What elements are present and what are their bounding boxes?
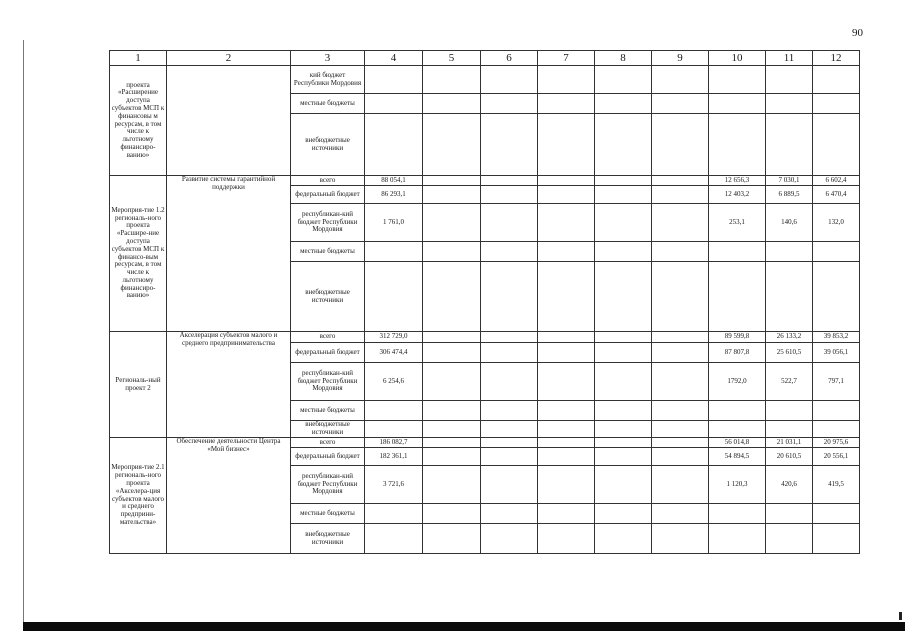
total-value-cell [365, 401, 423, 421]
funding-source-cell: внебюджетные источники [291, 524, 365, 554]
empty-cell [652, 466, 709, 504]
empty-cell [652, 176, 709, 186]
empty-cell [538, 363, 595, 401]
col-header-4: 4 [365, 51, 423, 66]
total-value-cell: 3 721,6 [365, 466, 423, 504]
year-value-cell: 7 030,1 [766, 176, 813, 186]
empty-cell [595, 504, 652, 524]
col-header-6: 6 [481, 51, 538, 66]
year-value-cell [813, 504, 860, 524]
empty-cell [538, 204, 595, 242]
item-name-cell: Мероприя-тие 1.2 региональ-ного проекта «Расшире-ние доступа субъектов МСП к финансо-вым ресурсам, в том числе к льготному финансиро-ванию» [110, 176, 167, 332]
year-value-cell: 6 889,5 [766, 186, 813, 204]
empty-cell [423, 332, 481, 343]
year-value-cell: 132,0 [813, 204, 860, 242]
empty-cell [595, 94, 652, 114]
empty-cell [652, 332, 709, 343]
empty-cell [652, 363, 709, 401]
empty-cell [481, 401, 538, 421]
year-value-cell [813, 401, 860, 421]
total-value-cell: 88 054,1 [365, 176, 423, 186]
empty-cell [595, 466, 652, 504]
year-value-cell [813, 114, 860, 176]
empty-cell [481, 242, 538, 262]
empty-cell [538, 504, 595, 524]
empty-cell [423, 401, 481, 421]
year-value-cell: 89 599,8 [709, 332, 766, 343]
empty-cell [538, 421, 595, 438]
total-value-cell: 312 729,0 [365, 332, 423, 343]
empty-cell [595, 438, 652, 448]
total-value-cell: 186 082,7 [365, 438, 423, 448]
year-value-cell [709, 262, 766, 332]
col-header-9: 9 [652, 51, 709, 66]
year-value-cell: 26 133,2 [766, 332, 813, 343]
year-value-cell [766, 401, 813, 421]
year-value-cell [709, 524, 766, 554]
year-value-cell: 54 894,5 [709, 448, 766, 466]
empty-cell [423, 343, 481, 363]
empty-cell [423, 262, 481, 332]
total-value-cell [365, 94, 423, 114]
table-row [110, 332, 860, 343]
empty-cell [423, 466, 481, 504]
empty-cell [652, 448, 709, 466]
empty-cell [652, 66, 709, 94]
table-row [110, 176, 860, 186]
total-value-cell [365, 524, 423, 554]
item-description-cell: Обеспечение деятельности Центра «Мой бизнес» [167, 438, 291, 554]
total-value-cell [365, 66, 423, 94]
empty-cell [423, 438, 481, 448]
empty-cell [481, 421, 538, 438]
funding-source-cell: федеральный бюджет [291, 448, 365, 466]
empty-cell [481, 94, 538, 114]
empty-cell [652, 438, 709, 448]
item-name-cell: Мероприя-тие 2.1 региональ-ного проекта «Акселера-ция субъектов малого и среднего предприни-мательства» [110, 438, 167, 554]
empty-cell [481, 363, 538, 401]
year-value-cell [709, 66, 766, 94]
empty-cell [538, 94, 595, 114]
funding-source-cell: местные бюджеты [291, 401, 365, 421]
year-value-cell: 12 403,2 [709, 186, 766, 204]
page-number: 90 [852, 27, 863, 39]
empty-cell [423, 66, 481, 94]
col-header-7: 7 [538, 51, 595, 66]
year-value-cell [813, 421, 860, 438]
funding-source-cell: всего [291, 176, 365, 186]
total-value-cell [365, 242, 423, 262]
funding-source-cell: республикан-кий бюджет Республики Мордовия [291, 466, 365, 504]
empty-cell [595, 176, 652, 186]
year-value-cell: 56 014,8 [709, 438, 766, 448]
empty-cell [481, 504, 538, 524]
col-header-11: 11 [766, 51, 813, 66]
empty-cell [652, 343, 709, 363]
empty-cell [595, 66, 652, 94]
year-value-cell [709, 421, 766, 438]
col-header-8: 8 [595, 51, 652, 66]
header-row [110, 51, 860, 66]
year-value-cell [709, 94, 766, 114]
empty-cell [652, 242, 709, 262]
empty-cell [481, 438, 538, 448]
funding-source-cell: местные бюджеты [291, 94, 365, 114]
empty-cell [423, 204, 481, 242]
item-description-cell [167, 66, 291, 176]
year-value-cell [813, 66, 860, 94]
empty-cell [595, 332, 652, 343]
empty-cell [423, 363, 481, 401]
empty-cell [481, 186, 538, 204]
total-value-cell: 182 361,1 [365, 448, 423, 466]
year-value-cell [766, 524, 813, 554]
empty-cell [481, 262, 538, 332]
year-value-cell: 1792,0 [709, 363, 766, 401]
empty-cell [538, 524, 595, 554]
year-value-cell [766, 114, 813, 176]
empty-cell [652, 262, 709, 332]
funding-source-cell: всего [291, 332, 365, 343]
total-value-cell [365, 504, 423, 524]
empty-cell [595, 363, 652, 401]
year-value-cell [709, 242, 766, 262]
empty-cell [538, 242, 595, 262]
empty-cell [423, 504, 481, 524]
total-value-cell: 1 761,0 [365, 204, 423, 242]
empty-cell [538, 343, 595, 363]
funding-source-cell: кий бюджет Республики Мордовия [291, 66, 365, 94]
empty-cell [595, 262, 652, 332]
year-value-cell [813, 524, 860, 554]
empty-cell [595, 421, 652, 438]
empty-cell [423, 186, 481, 204]
empty-cell [538, 114, 595, 176]
funding-source-cell: федеральный бюджет [291, 343, 365, 363]
empty-cell [652, 421, 709, 438]
empty-cell [538, 176, 595, 186]
empty-cell [595, 204, 652, 242]
empty-cell [652, 186, 709, 204]
item-description-cell: Развитие системы гарантийной поддержки [167, 176, 291, 332]
year-value-cell [766, 66, 813, 94]
total-value-cell: 306 474,4 [365, 343, 423, 363]
empty-cell [595, 524, 652, 554]
year-value-cell: 21 031,1 [766, 438, 813, 448]
empty-cell [652, 504, 709, 524]
scan-left-edge [23, 40, 24, 622]
year-value-cell: 20 556,1 [813, 448, 860, 466]
funding-source-cell: всего [291, 438, 365, 448]
item-description-cell: Акселерация субъектов малого и среднего предпринимательства [167, 332, 291, 438]
year-value-cell: 797,1 [813, 363, 860, 401]
empty-cell [652, 401, 709, 421]
empty-cell [538, 438, 595, 448]
empty-cell [538, 262, 595, 332]
year-value-cell [766, 262, 813, 332]
year-value-cell [709, 401, 766, 421]
empty-cell [595, 401, 652, 421]
item-name-cell: проекта «Расширение доступа субъектов МСП к финансовы м ресурсам, в том числе к льготному финансиро-ванию» [110, 66, 167, 176]
year-value-cell: 87 807,8 [709, 343, 766, 363]
year-value-cell: 39 056,1 [813, 343, 860, 363]
year-value-cell [813, 242, 860, 262]
col-header-12: 12 [813, 51, 860, 66]
funding-source-cell: федеральный бюджет [291, 186, 365, 204]
item-name-cell: Региональ-ный проект 2 [110, 332, 167, 438]
funding-source-cell: республикан-кий бюджет Республики Мордовия [291, 204, 365, 242]
year-value-cell: 253,1 [709, 204, 766, 242]
funding-source-cell: внебюджетные источники [291, 421, 365, 438]
empty-cell [481, 176, 538, 186]
empty-cell [481, 448, 538, 466]
empty-cell [481, 114, 538, 176]
empty-cell [481, 332, 538, 343]
col-header-2: 2 [167, 51, 291, 66]
table-row [110, 438, 860, 448]
col-header-1: 1 [110, 51, 167, 66]
funding-source-cell: местные бюджеты [291, 242, 365, 262]
scan-corner-mark [899, 612, 902, 620]
empty-cell [595, 114, 652, 176]
year-value-cell [766, 242, 813, 262]
funding-source-cell: внебюджетные источники [291, 114, 365, 176]
total-value-cell: 86 293,1 [365, 186, 423, 204]
empty-cell [481, 466, 538, 504]
empty-cell [595, 242, 652, 262]
empty-cell [538, 332, 595, 343]
budget-table [109, 50, 860, 554]
year-value-cell: 419,5 [813, 466, 860, 504]
col-header-10: 10 [709, 51, 766, 66]
funding-source-cell: республикан-кий бюджет Республики Мордовия [291, 363, 365, 401]
year-value-cell [709, 114, 766, 176]
col-header-5: 5 [423, 51, 481, 66]
year-value-cell: 1 120,3 [709, 466, 766, 504]
empty-cell [538, 448, 595, 466]
year-value-cell: 6 470,4 [813, 186, 860, 204]
empty-cell [423, 421, 481, 438]
total-value-cell [365, 114, 423, 176]
funding-source-cell: местные бюджеты [291, 504, 365, 524]
col-header-3: 3 [291, 51, 365, 66]
empty-cell [423, 448, 481, 466]
total-value-cell [365, 421, 423, 438]
empty-cell [481, 524, 538, 554]
year-value-cell: 20 975,6 [813, 438, 860, 448]
empty-cell [423, 94, 481, 114]
empty-cell [538, 186, 595, 204]
table-row [110, 66, 860, 94]
empty-cell [538, 401, 595, 421]
year-value-cell: 39 853,2 [813, 332, 860, 343]
year-value-cell: 6 602,4 [813, 176, 860, 186]
year-value-cell: 20 610,5 [766, 448, 813, 466]
empty-cell [652, 524, 709, 554]
empty-cell [538, 66, 595, 94]
year-value-cell: 522,7 [766, 363, 813, 401]
empty-cell [423, 114, 481, 176]
empty-cell [595, 186, 652, 204]
year-value-cell [709, 504, 766, 524]
year-value-cell: 12 656,3 [709, 176, 766, 186]
year-value-cell: 140,6 [766, 204, 813, 242]
year-value-cell [766, 504, 813, 524]
total-value-cell [365, 262, 423, 332]
empty-cell [481, 343, 538, 363]
empty-cell [423, 176, 481, 186]
funding-source-cell: внебюджетные источники [291, 262, 365, 332]
empty-cell [481, 204, 538, 242]
scan-bottom-edge [23, 622, 905, 631]
year-value-cell [766, 421, 813, 438]
total-value-cell: 6 254,6 [365, 363, 423, 401]
empty-cell [652, 204, 709, 242]
empty-cell [652, 94, 709, 114]
year-value-cell: 25 610,5 [766, 343, 813, 363]
empty-cell [423, 524, 481, 554]
year-value-cell [813, 262, 860, 332]
year-value-cell [766, 94, 813, 114]
empty-cell [595, 448, 652, 466]
empty-cell [652, 114, 709, 176]
empty-cell [595, 343, 652, 363]
year-value-cell: 420,6 [766, 466, 813, 504]
empty-cell [538, 466, 595, 504]
year-value-cell [813, 94, 860, 114]
empty-cell [423, 242, 481, 262]
empty-cell [481, 66, 538, 94]
